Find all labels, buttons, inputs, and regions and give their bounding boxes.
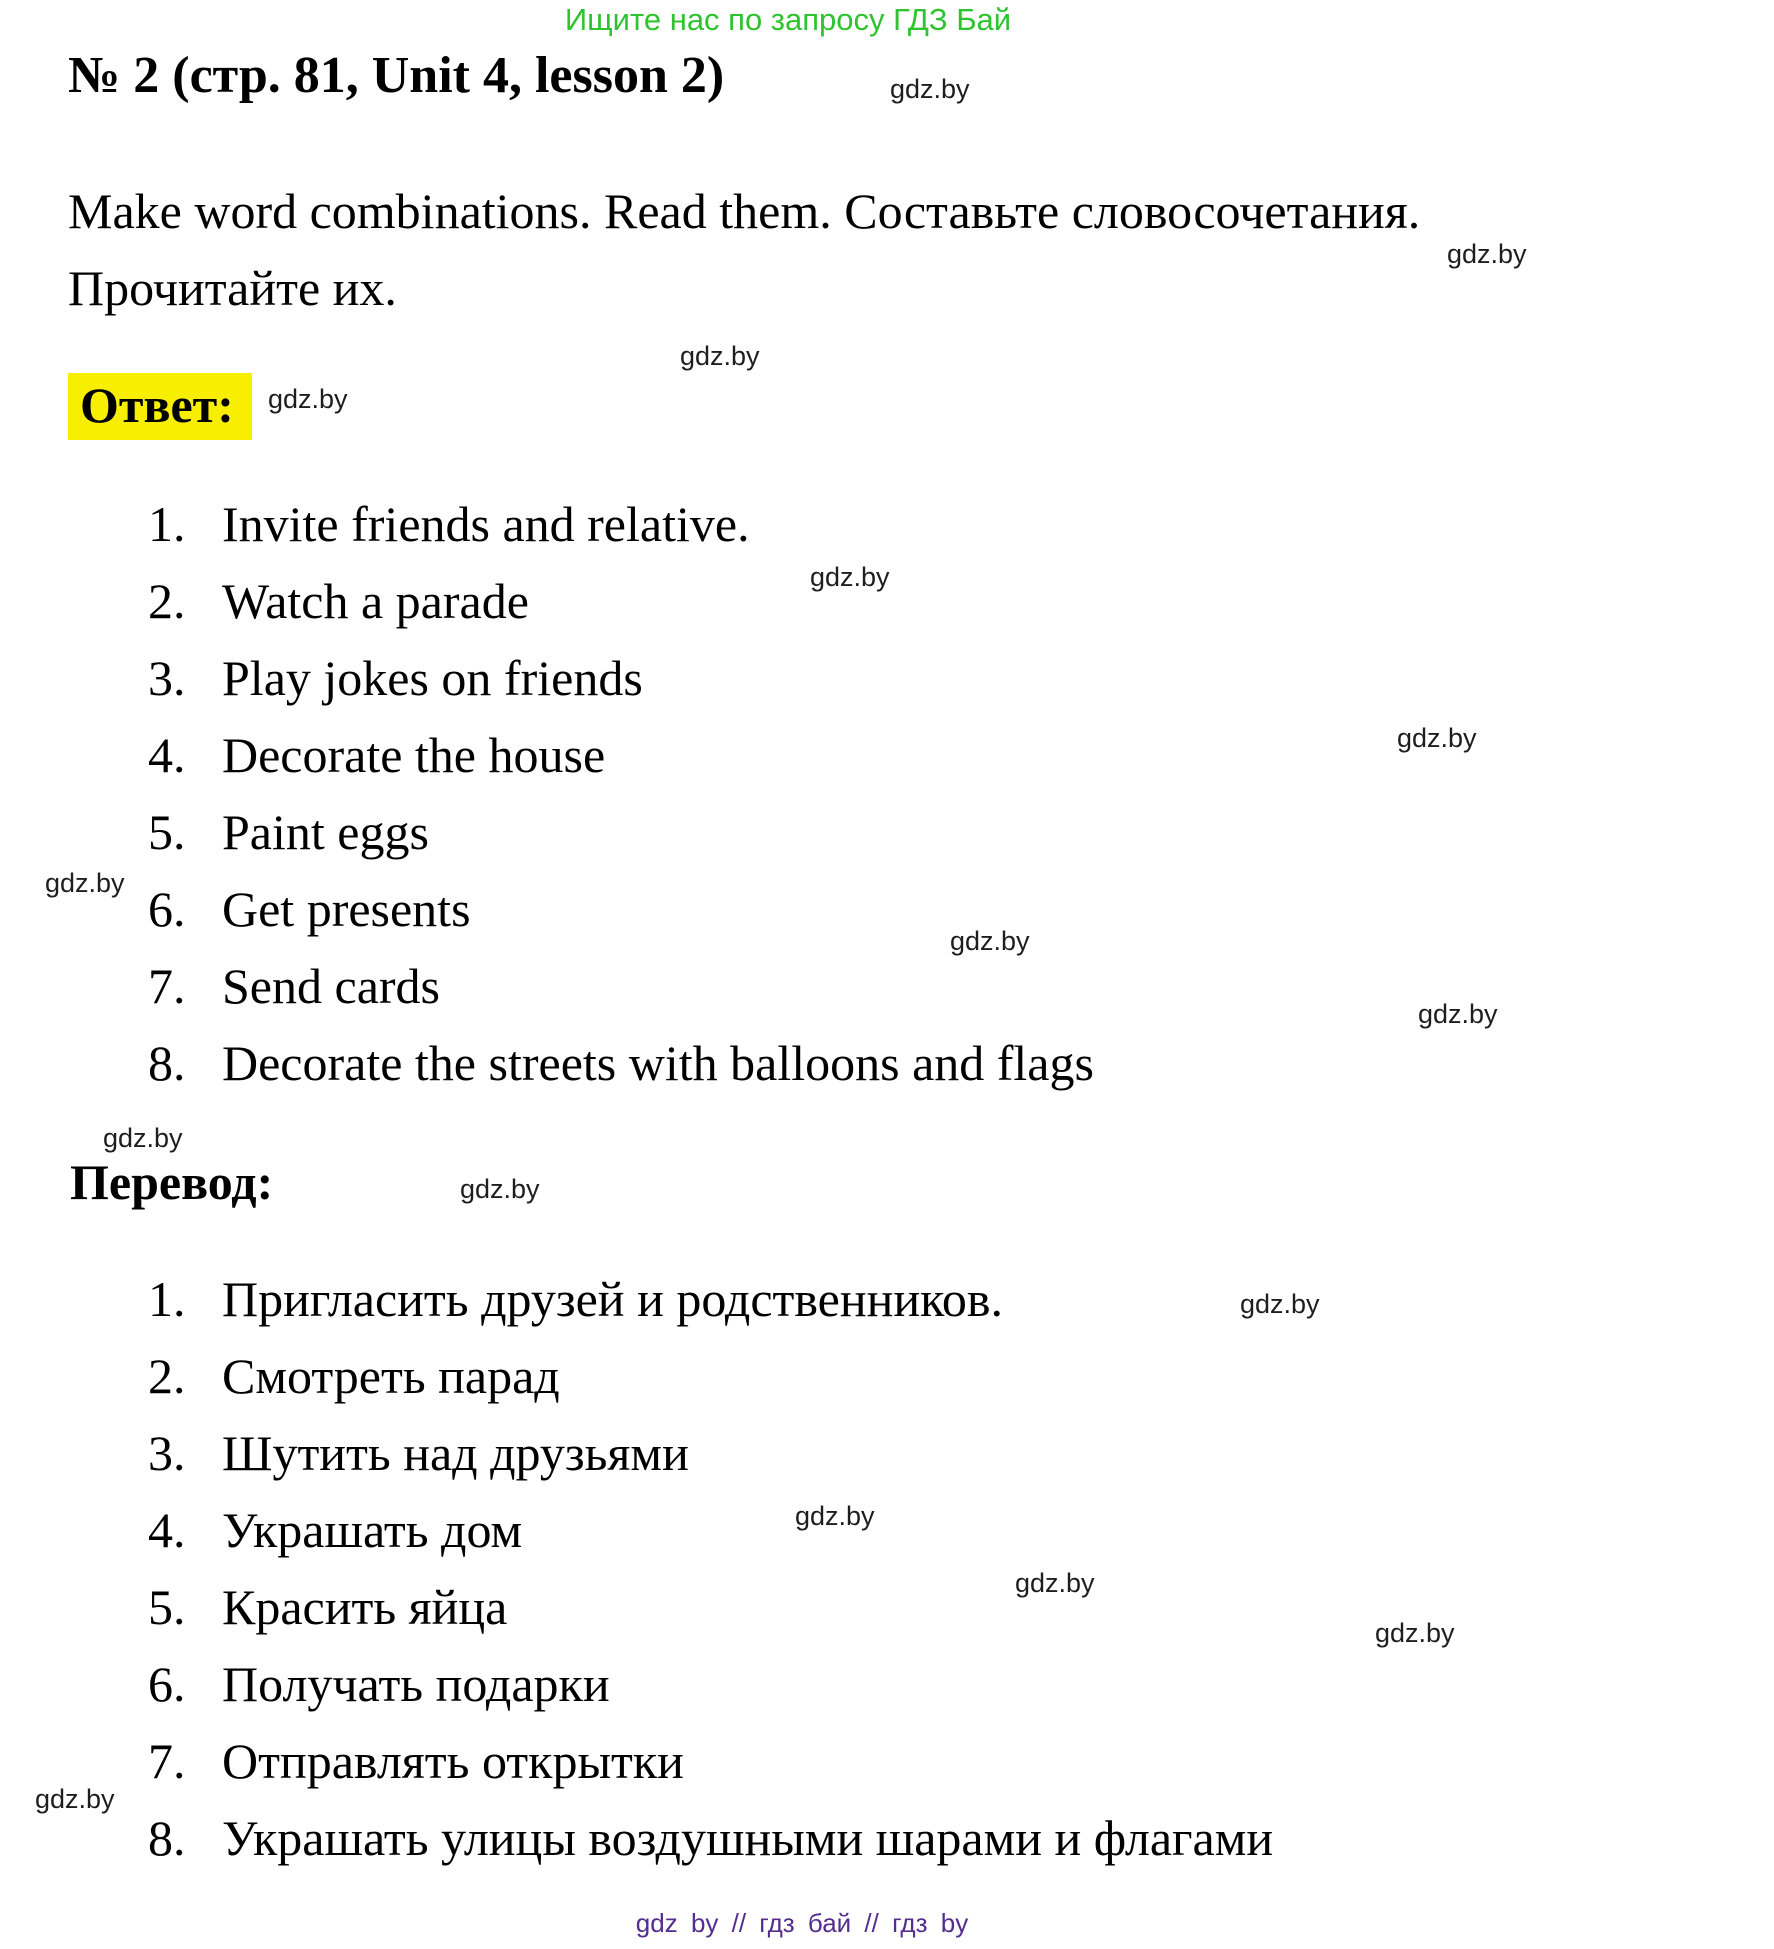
- gdz-watermark: gdz.by: [890, 74, 970, 104]
- list-item: [148, 1036, 1094, 1090]
- list-item-text: Invite friends and relative.: [222, 496, 750, 552]
- list-item: [148, 1349, 560, 1403]
- list-item-number: 1.: [148, 496, 186, 552]
- list-item: [148, 1811, 1273, 1865]
- list-item: [148, 882, 471, 936]
- gdz-watermark: gdz.by: [810, 562, 890, 592]
- task-text-line2: Прочитайте их.: [68, 260, 397, 316]
- list-item-text: Play jokes on friends: [222, 650, 643, 706]
- list-item-text: Красить яйца: [222, 1579, 508, 1635]
- gdz-watermark: gdz.by: [1015, 1568, 1095, 1598]
- gdz-watermark: gdz.by: [1240, 1289, 1320, 1319]
- list-item-number: 7.: [148, 1733, 186, 1789]
- list-item: [148, 651, 643, 705]
- exercise-heading: № 2 (стр. 81, Unit 4, lesson 2): [68, 47, 725, 104]
- task-text-line1: Make word combinations. Read them. Составьте словосочетания.: [68, 183, 1421, 239]
- list-item-text: Отправлять открытки: [222, 1733, 684, 1789]
- list-item-number: 7.: [148, 958, 186, 1014]
- gdz-watermark: gdz.by: [680, 341, 760, 371]
- gdz-watermark: gdz.by: [460, 1174, 540, 1204]
- list-item-number: 8.: [148, 1035, 186, 1091]
- list-item-text: Украшать дом: [222, 1502, 523, 1558]
- list-item-text: Decorate the house: [222, 727, 606, 783]
- list-item-text: Send cards: [222, 958, 440, 1014]
- list-item: [148, 805, 429, 859]
- list-item-text: Украшать улицы воздушными шарами и флагами: [222, 1810, 1274, 1866]
- list-item-number: 6.: [148, 881, 186, 937]
- list-item: [148, 1272, 1003, 1326]
- list-item-number: 2.: [148, 573, 186, 629]
- footer-watermark: gdz by // гдз бай // гдз by: [635, 1908, 969, 1938]
- top-banner-text: Ищите нас по запросу ГДЗ Бай: [564, 2, 1012, 37]
- list-item-number: 5.: [148, 804, 186, 860]
- list-item: [148, 574, 529, 628]
- list-item-number: 6.: [148, 1656, 186, 1712]
- list-item-text: Шутить над друзьями: [222, 1425, 689, 1481]
- gdz-watermark: gdz.by: [950, 926, 1030, 956]
- gdz-watermark: gdz.by: [1418, 999, 1498, 1029]
- gdz-watermark: gdz.by: [45, 868, 125, 898]
- list-item-number: 4.: [148, 1502, 186, 1558]
- translation-label: Перевод:: [70, 1154, 274, 1210]
- list-item: [148, 959, 440, 1013]
- gdz-watermark: gdz.by: [1397, 723, 1477, 753]
- list-item: [148, 497, 750, 551]
- list-item-number: 3.: [148, 650, 186, 706]
- gdz-watermark: gdz.by: [35, 1784, 115, 1814]
- list-item: [148, 1580, 507, 1634]
- list-item-number: 5.: [148, 1579, 186, 1635]
- gdz-watermark: gdz.by: [103, 1123, 183, 1153]
- answer-label: Ответ:: [68, 373, 252, 440]
- list-item-text: Смотреть парад: [222, 1348, 560, 1404]
- list-item: [148, 728, 605, 782]
- list-item-text: Decorate the streets with balloons and flags: [222, 1035, 1094, 1091]
- list-item: [148, 1657, 610, 1711]
- list-item-number: 8.: [148, 1810, 186, 1866]
- list-item-number: 4.: [148, 727, 186, 783]
- gdz-watermark: gdz.by: [1447, 239, 1527, 269]
- list-item: [148, 1734, 684, 1788]
- list-item-text: Watch a parade: [222, 573, 529, 629]
- list-item-text: Paint eggs: [222, 804, 429, 860]
- list-item-text: Получать подарки: [222, 1656, 610, 1712]
- list-item: [148, 1426, 689, 1480]
- list-item-number: 3.: [148, 1425, 186, 1481]
- list-item-text: Пригласить друзей и родственников.: [222, 1271, 1004, 1327]
- list-item-number: 1.: [148, 1271, 186, 1327]
- list-item: [148, 1503, 522, 1557]
- gdz-watermark: gdz.by: [268, 384, 348, 414]
- gdz-watermark: gdz.by: [1375, 1618, 1455, 1648]
- list-item-text: Get presents: [222, 881, 471, 937]
- gdz-watermark: gdz.by: [795, 1501, 875, 1531]
- list-item-number: 2.: [148, 1348, 186, 1404]
